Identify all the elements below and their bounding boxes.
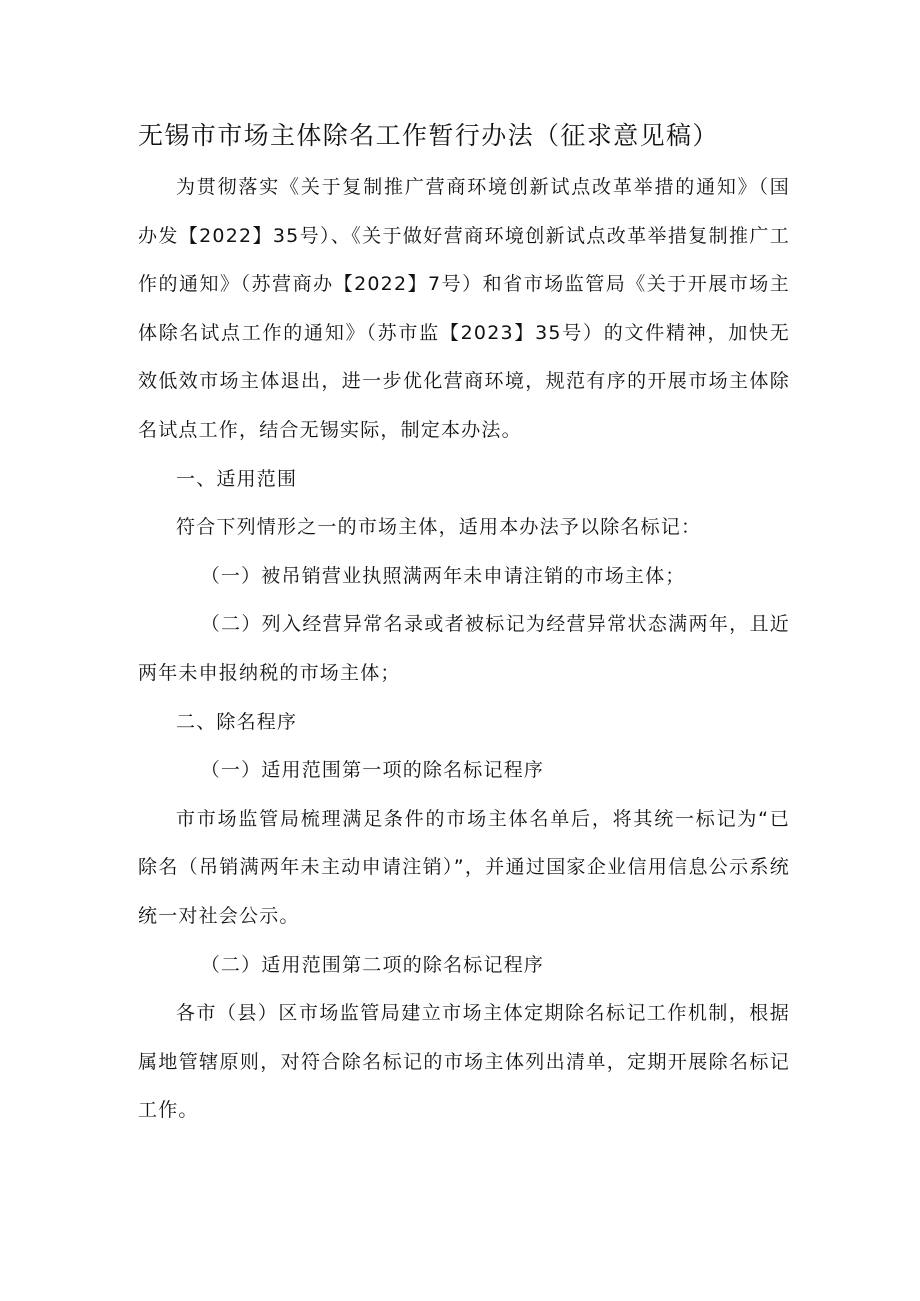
section-heading-scope: 一、适用范围	[176, 467, 298, 490]
document-title: 无锡市市场主体除名工作暂行办法（征求意见稿）	[138, 121, 719, 150]
procedure-subheading-2: （二）适用范围第二项的除名标记程序	[200, 953, 545, 976]
procedure-subheading-1: （一）适用范围第一项的除名标记程序	[200, 759, 545, 782]
scope-item-2: （二）列入经营异常名录或者被标记为经营异常状态满两年，且近两年未申报纳税的市场主体；	[138, 613, 790, 684]
procedure-paragraph-1: 市市场监管局梳理满足条件的市场主体名单后，将其统一标记为“已除名（吊销满两年未主动申请注销）”，并通过国家企业信用信息公示系统统一对社会公示。	[138, 807, 790, 927]
scope-intro-paragraph: 符合下列情形之一的市场主体，适用本办法予以除名标记：	[176, 516, 702, 539]
section-heading-procedure: 二、除名程序	[176, 710, 298, 733]
procedure-paragraph-2: 各市（县）区市场监管局建立市场主体定期除名标记工作机制，根据属地管辖原则，对符合除名标记的市场主体列出清单，定期开展除名标记工作。	[138, 1002, 790, 1122]
document-body	[138, 163, 790, 1135]
scope-item-1: （一）被吊销营业执照满两年未申请注销的市场主体；	[200, 564, 686, 587]
preamble-paragraph: 为贯彻落实《关于复制推广营商环境创新试点改革举措的通知》（国办发【2022】35号）、《关于做好营商环境创新试点改革举措复制推广工作的通知》（苏营商办【2022】7号）和省市场监管局《关于开展市场主体除名试点工作的通知》（苏市监【2023】35号）的文件精神，加快无效低效市场主体退出，进一步优化营商环境，规范有序的开展市场主体除名试点工作，结合无锡实际，制定本办法。	[138, 176, 790, 441]
